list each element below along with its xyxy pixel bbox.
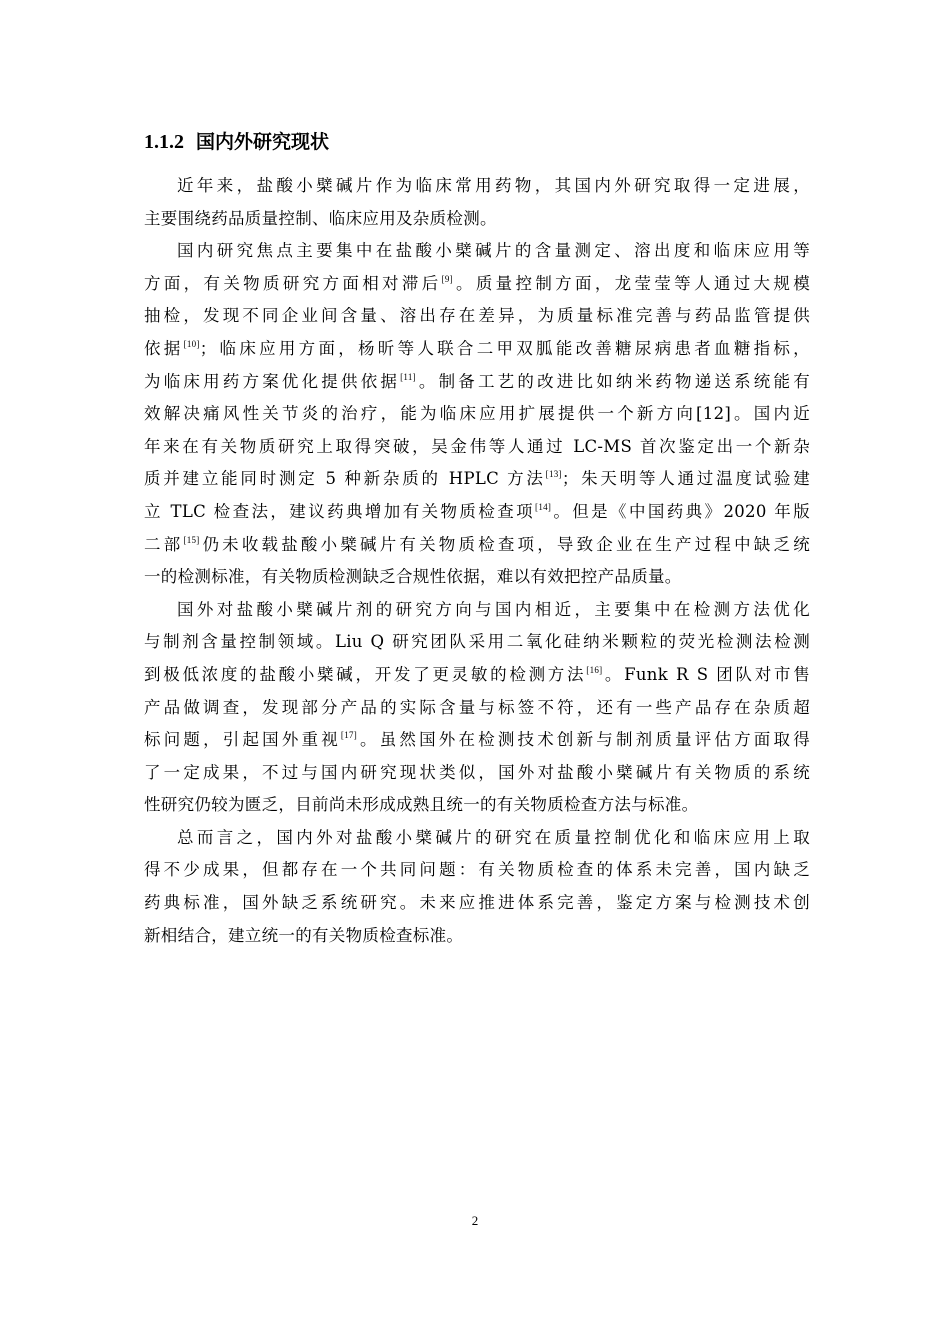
citation: [13] <box>545 469 562 480</box>
text-line: 产品做调查，发现部分产品的实际含量与标签不符，还有一些产品存在杂质超 <box>144 697 810 717</box>
text-line: 到极低浓度的盐酸小檗碱，开发了更灵敏的检测方法[16]。Funk R S 团队对市售 <box>144 664 810 684</box>
text-line: 国内研究焦点主要集中在盐酸小檗碱片的含量测定、溶出度和临床应用等 <box>177 241 810 261</box>
body-text <box>144 170 810 952</box>
text-line: 与制剂含量控制领域。Liu Q 研究团队采用二氧化硅纳米颗粒的荧光检测法检测 <box>144 632 810 652</box>
text-line: 性研究仍较为匮乏，目前尚未形成成熟且统一的有关物质检查方法与标准。 <box>144 795 699 815</box>
section-heading <box>144 128 329 156</box>
text-line: 得不少成果，但都存在一个共同问题：有关物质检查的体系未完善，国内缺乏 <box>144 860 810 880</box>
paragraph-3 <box>144 594 810 822</box>
text-line: 为临床用药方案优化提供依据[11]。制备工艺的改进比如纳米药物递送系统能有 <box>144 371 810 391</box>
text-line: 近年来，盐酸小檗碱片作为临床常用药物，其国内外研究取得一定进展， <box>177 176 810 195</box>
text-line: 国外对盐酸小檗碱片剂的研究方向与国内相近，主要集中在检测方法优化 <box>177 599 810 619</box>
section-number: 1.1.2 <box>144 131 184 153</box>
text-line: 主要围绕药品质量控制、临床应用及杂质检测。 <box>144 208 497 228</box>
citation: [9] <box>441 273 453 284</box>
text-line: 年来在有关物质研究上取得突破，吴金伟等人通过 LC-MS 首次鉴定出一个新杂 <box>144 436 810 456</box>
section-title: 国内外研究现状 <box>196 131 330 153</box>
text-line: 一的检测标准，有关物质检测缺乏合规性依据，难以有效把控产品质量。 <box>144 567 682 587</box>
text-line: 质并建立能同时测定 5 种新杂质的 HPLC 方法[13]；朱天明等人通过温度试验建 <box>144 469 810 489</box>
paragraph-4 <box>144 822 810 952</box>
citation: [17] <box>340 730 358 741</box>
text-line: 抽检，发现不同企业间含量、溶出存在差异，为质量标准完善与药品监管提供 <box>144 306 810 326</box>
citation: [10] <box>183 338 200 349</box>
citation: [14] <box>535 501 552 512</box>
text-line: 药典标准，国外缺乏系统研究。未来应推进体系完善，鉴定方案与检测技术创 <box>144 893 810 913</box>
text-line: 二部[15]仍未收载盐酸小檗碱片有关物质检查项，导致企业在生产过程中缺乏统 <box>144 534 810 554</box>
text-line: 新相结合，建立统一的有关物质检查标准。 <box>144 925 464 945</box>
citation: [11] <box>400 371 416 382</box>
text-line: 标问题，引起国外重视[17]。虽然国外在检测技术创新与制剂质量评估方面取得 <box>144 730 810 750</box>
paragraph-1 <box>144 170 810 235</box>
text-line: 总而言之，国内外对盐酸小檗碱片的研究在质量控制优化和临床应用上取 <box>177 827 810 847</box>
page-number: 2 <box>471 1213 479 1228</box>
text-line: 立 TLC 检查法，建议药典增加有关物质检查项[14]。但是《中国药典》2020 年版 <box>144 501 810 521</box>
paragraph-2 <box>144 235 810 594</box>
text-line: 方面，有关物质研究方面相对滞后[9]。质量控制方面，龙莹莹等人通过大规模 <box>144 273 811 293</box>
citation: [16] <box>586 664 603 675</box>
citation: [15] <box>183 534 200 545</box>
text-line: 依据[10]；临床应用方面，杨昕等人联合二甲双胍能改善糖尿病患者血糖指标， <box>144 338 810 358</box>
text-line: 效解决痛风性关节炎的治疗，能为临床应用扩展提供一个新方向[12]。国内近 <box>144 404 810 424</box>
text-line: 了一定成果，不过与国内研究现状类似，国外对盐酸小檗碱片有关物质的系统 <box>144 762 810 782</box>
